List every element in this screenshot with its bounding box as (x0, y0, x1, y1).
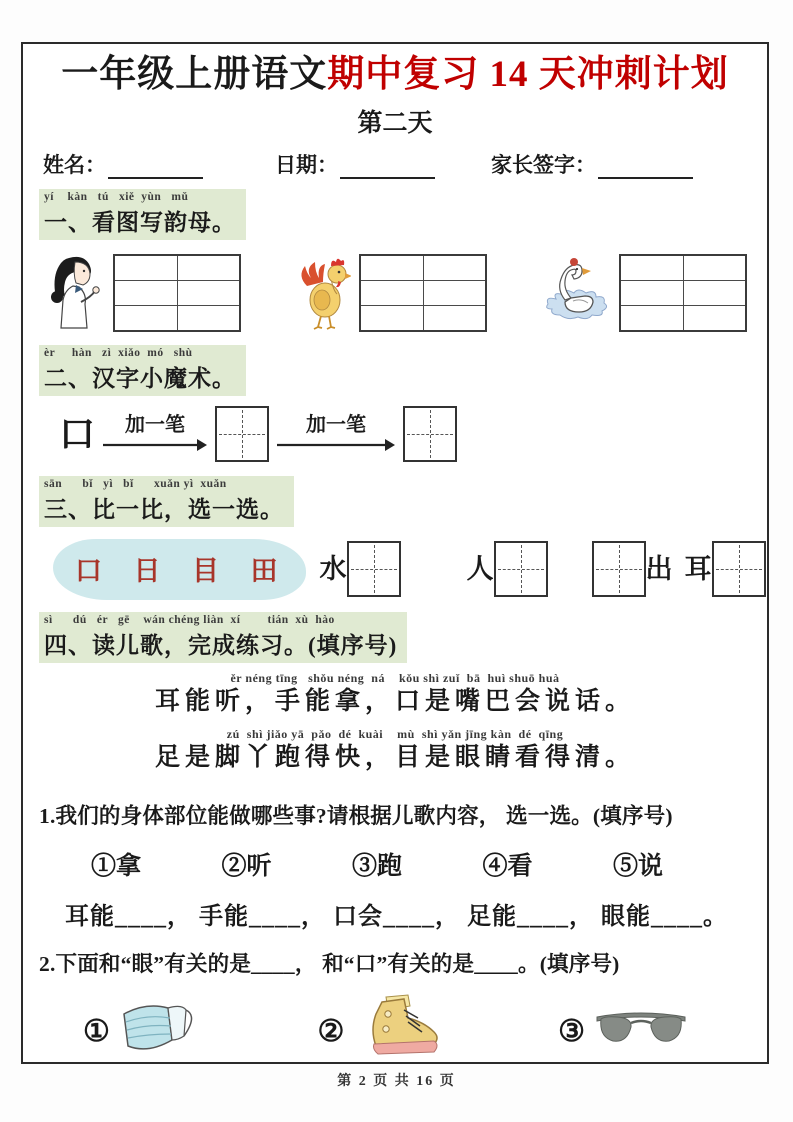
picture-option-1-number: ① (83, 1015, 110, 1049)
poem-line-1 (39, 671, 751, 717)
rooster-icon (297, 252, 351, 335)
question-1-fill-line: 耳能____， 手能____， 口会____， 足能____， 眼能____。 (65, 904, 728, 931)
right-arrow-icon (103, 436, 207, 452)
day-subtitle: 第二天 (357, 109, 433, 137)
poem-line-2-text: 足是脚丫跑得快，目是眼睛看得清。 (154, 743, 635, 771)
answer-box-chu (592, 541, 646, 597)
face-mask-icon (118, 996, 202, 1067)
pinyin-grid-3 (619, 254, 747, 332)
question-1-text: 1.我们的身体部位能做哪些事?请根据儿歌内容， 选一选。(填序号) (39, 804, 673, 829)
page-title (39, 54, 751, 97)
add-stroke-label-1: 加一笔 (125, 414, 186, 437)
add-stroke-arrow-1 (103, 415, 207, 452)
given-character: 耳 (684, 553, 712, 584)
signature-blank (598, 155, 693, 179)
signature-field (491, 149, 693, 179)
picture-option-3 (558, 1005, 689, 1058)
name-label: 姓名： (43, 152, 106, 177)
picture-option-2 (318, 994, 443, 1069)
answer-box-ren (494, 541, 548, 597)
section1-title: 一、看图写韵母。 (44, 209, 236, 235)
add-stroke-arrow-2 (277, 415, 395, 452)
given-character: 人 (466, 553, 494, 584)
add-stroke-label-2: 加一笔 (306, 414, 367, 437)
option-4: ④看 (482, 853, 533, 881)
section3-heading (39, 476, 294, 527)
section1-pinyin: yí kàn tú xiě yùn mǔ (44, 190, 189, 203)
picture-option-2-number: ② (317, 1015, 345, 1049)
compare-choose-row (39, 539, 751, 600)
option-1: ①拿 (91, 853, 142, 881)
given-character: 水 (319, 553, 347, 584)
given-character: 出 (645, 553, 673, 584)
start-character: 口 (59, 413, 96, 454)
poem-line-1-text: 耳能听，手能拿，口是嘴巴会说话。 (154, 687, 635, 715)
answer-box-1 (215, 406, 269, 462)
vowel-item-rooster (297, 252, 487, 335)
picture-option-1 (83, 996, 202, 1067)
section3-title: 三、比一比，选一选。 (44, 496, 284, 522)
page-number: 第 2 页 共 16 页 (337, 1074, 456, 1089)
page-title-black: 一年级上册语文 (61, 54, 328, 95)
section1-heading (39, 189, 246, 240)
section2-heading (39, 345, 246, 396)
answer-box-2 (403, 406, 457, 462)
answer-box-er (712, 541, 766, 597)
date-blank (340, 155, 435, 179)
poem-line-1-pinyin: ěr néng tīng shǒu néng ná kǒu shì zuǐ bā huì shuō huà (230, 670, 560, 685)
section4-title: 四、读儿歌，完成练习。(填序号) (44, 632, 398, 658)
poem-line-2-pinyin: zú shì jiǎo yā pǎo dé kuài mù shì yǎn jīng kàn dé qīng (226, 726, 564, 741)
goose-on-water-icon (543, 254, 611, 333)
pinyin-grid-2 (359, 254, 487, 332)
girl-speaking-icon (43, 252, 105, 335)
section4-pinyin: sì dú ér gē wán chéng liàn xí tián xù hào (44, 613, 335, 626)
page-title-red: 期中复习 14 天冲刺计划 (327, 54, 729, 95)
section3-pinyin: sān bǐ yì bǐ xuǎn yì xuǎn (44, 477, 227, 490)
section2-title: 二、汉字小魔术。 (44, 365, 236, 391)
vowel-item-girl (43, 252, 241, 335)
compare-item-ren (467, 541, 548, 597)
compare-item-chu (592, 541, 673, 597)
answer-box-shui (347, 541, 401, 597)
option-2: ②听 (221, 853, 272, 881)
question-2-text: 2.下面和“眼”有关的是____， 和“口”有关的是____。(填序号) (39, 952, 620, 977)
info-row (39, 149, 751, 179)
stroke-magic-row (59, 406, 751, 462)
date-label: 日期： (275, 152, 338, 177)
option-3: ③跑 (351, 853, 402, 881)
date-field (275, 149, 435, 179)
section2-pinyin: èr hàn zì xiǎo mó shù (44, 346, 193, 359)
right-arrow-icon (277, 436, 395, 452)
poem-line-2 (39, 727, 751, 773)
sneaker-icon (352, 994, 442, 1069)
compare-item-er (685, 541, 766, 597)
name-blank (108, 155, 203, 179)
compare-item-shui (320, 541, 401, 597)
option-5: ⑤说 (612, 853, 663, 881)
sunglasses-icon (593, 1005, 689, 1058)
worksheet-page (21, 42, 769, 1064)
picture-option-3-number: ③ (558, 1015, 585, 1049)
character-bank-cloud: 口 日 目 田 (53, 539, 306, 600)
pinyin-grid-1 (113, 254, 241, 332)
question-1-options (39, 846, 751, 882)
question-2-pictures (39, 994, 751, 1069)
signature-label: 家长签字： (491, 152, 596, 177)
name-field (43, 149, 203, 179)
section4-heading (39, 612, 407, 663)
vowel-writing-row (39, 252, 751, 335)
vowel-item-goose (543, 254, 747, 333)
